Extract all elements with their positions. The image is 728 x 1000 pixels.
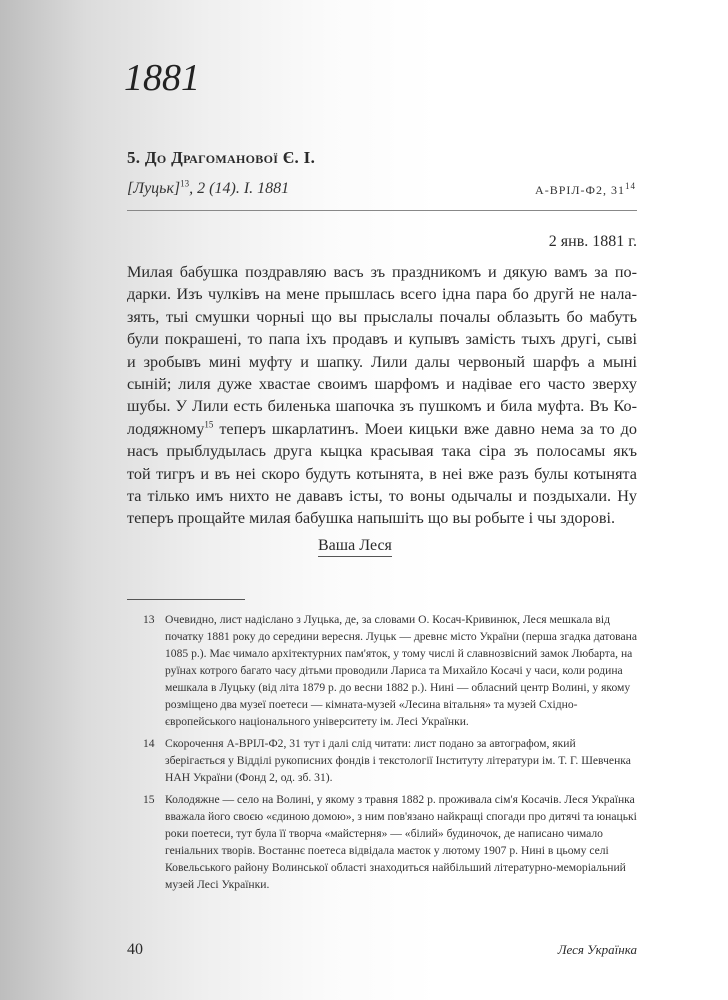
section-year: 1881: [124, 57, 200, 99]
footnotes: [143, 611, 637, 898]
body-text: теперъ шкарлатинъ. Моеи кицьки вже давно нема за то до: [213, 419, 637, 438]
archive-code: А-ВРІЛ-Ф2, 31: [535, 183, 625, 197]
body-line: та тілько имъ нихто не дававъ істы, то воны одычалы и поздыхали. Ну: [127, 487, 637, 506]
footnote-ref[interactable]: 13: [180, 178, 190, 189]
archive-reference: [535, 183, 636, 198]
letter-date: 2 янв. 1881 г.: [548, 233, 637, 250]
divider: [127, 210, 637, 211]
footnote-number: 15: [143, 793, 155, 806]
body-line: и зробывъ мині муфту и шапку. Лили далы червоный шарфъ а мыні: [127, 352, 637, 371]
footnote-text: Скорочення А-ВРІЛ-Ф2, 31 тут і далі слід читати: лист подано за автографом, який зберігається у Відділі рукописних фондів і текстології Інституту літератури ім. Т. Г. Шевченка НАН України (Фонд 2, од. зб. 31).: [165, 737, 631, 784]
body-line: шубы. У Лили есть биленька шапочка зъ пушкомъ и била муфта. Въ Ко-: [127, 397, 637, 416]
footnote: [143, 735, 637, 786]
footnote-ref[interactable]: 15: [204, 419, 214, 430]
footnote-text: Очевидно, лист надіслано з Луцька, де, за словами О. Косач-Кривинюк, Леся мешкала від початку 1881 року до середини вересня. Луцьк — древнє місто України (перша згадка датована 1085 р.). Має чимало архітектурних пам'яток, у тому числі й славнозвісний замок Любарта, на руїнах котрого багато часу дітьми проводили Лариса та Михайло Косачі у часи, коли родина мешкала в Луцьку (від літа 1879 р. до весни 1882 р.). Нині — обласний центр Волині, у якому розміщено два музеї поетеси — кімната-музей «Лесина вітальня» та музей Східно-європейського національного університету ім. Лесі Українки.: [165, 613, 637, 728]
footnote-text: Колодяжне — село на Волині, у якому з травня 1882 р. проживала сім'я Косачів. Леся Українка вважала його своєю «єдиною домою», з ним пов'язано найкращі спогади про дитячі та юнацькі роки поетеси, тут була її творча «майстерня» — «білий» будиночок, де написано чимало геніальних творів. Востаннє поетеса відвідала маєток у лютому 1907 р. Нині в цьому селі Ковельського району Волинської області знаходиться найбільший літературно-меморіальний музей Лесі Українки.: [165, 793, 637, 891]
footnote-number: 13: [143, 613, 155, 626]
body-line: дарки. Изъ чулківъ на мене прышлась всего ідна пара бо другй не нала-: [127, 285, 637, 304]
place: [Луцьк]: [127, 180, 181, 197]
footnote: [143, 611, 637, 730]
page-number: 40: [127, 941, 143, 958]
body-line: Милая бабушка поздравляю васъ зъ праздникомъ и дякую вамъ за по-: [127, 263, 637, 281]
body-line: сыній; лиля дуже хвастае своимъ шарфомъ и надівае его часто зверху: [127, 375, 637, 394]
body-text: лодяжному: [127, 419, 205, 438]
footnote: [143, 791, 637, 893]
body-line: теперъ прощайте милая бабушка напышіть що вы робыте і чы здорові.: [127, 509, 616, 528]
signature: Ваша Леся: [318, 536, 392, 557]
letter-heading: 5. До Драгоманової Є. І.: [127, 148, 316, 167]
body-line: [127, 418, 637, 440]
letter-place-date: [127, 180, 289, 198]
body-line: були покрашені, то папа іхъ продавъ и купывъ замість тыхъ другі, сыві: [127, 330, 637, 349]
footnote-ref[interactable]: 14: [625, 181, 636, 191]
body-line: той тигръ и въ неі скоро будуть котынята, в неі вже разъ булы котынята: [127, 464, 637, 483]
body-line: насъ прыблудылась друга кыцка красывая така сіра зъ полосамы якъ: [127, 442, 637, 461]
running-head: Леся Українка: [557, 942, 637, 957]
letter-body: [127, 261, 637, 530]
footnote-number: 14: [143, 737, 155, 750]
date-code: , 2 (14). I. 1881: [189, 180, 290, 197]
footnote-divider: [127, 599, 245, 600]
body-line: зять, тыі смушки чорныі що вы прыслалы почалы облазыть бо мабуть: [127, 307, 637, 326]
